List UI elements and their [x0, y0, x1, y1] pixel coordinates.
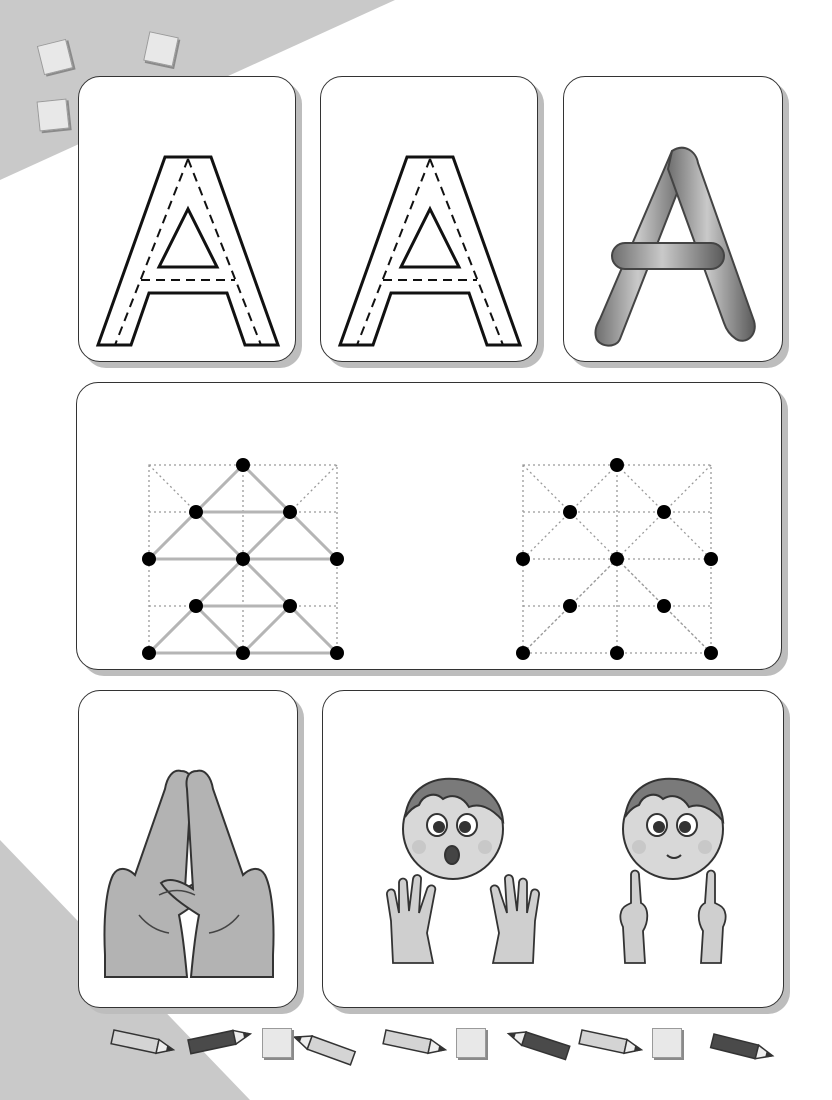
left-dot-rule — [36, 0, 56, 1100]
dot-grid-empty — [521, 463, 721, 663]
card-write-left-hand — [320, 76, 538, 362]
card-connect-dots — [76, 382, 782, 670]
footer-tile-cc — [652, 1028, 682, 1058]
card-write-right-hand — [78, 76, 296, 362]
boy-open-mouth-icon — [383, 773, 543, 963]
hands-letter-a-icon — [99, 765, 279, 985]
corner-tile-d — [37, 99, 70, 132]
card-sculpt-plasticine — [563, 76, 783, 362]
plasticine-letter-a-icon — [576, 143, 776, 353]
footer-tile-8 — [456, 1028, 486, 1058]
card-hands-letter — [78, 690, 298, 1008]
boy-closed-mouth-icon — [609, 773, 739, 963]
footer-tile-aa — [262, 1028, 292, 1058]
tracing-letter-a-icon — [335, 147, 525, 347]
top-dot-rule — [0, 40, 832, 60]
corner-tile-8 — [143, 31, 179, 67]
dot-grid-connected — [147, 463, 347, 663]
card-articulation — [322, 690, 784, 1008]
tracing-letter-a-icon — [93, 147, 283, 347]
